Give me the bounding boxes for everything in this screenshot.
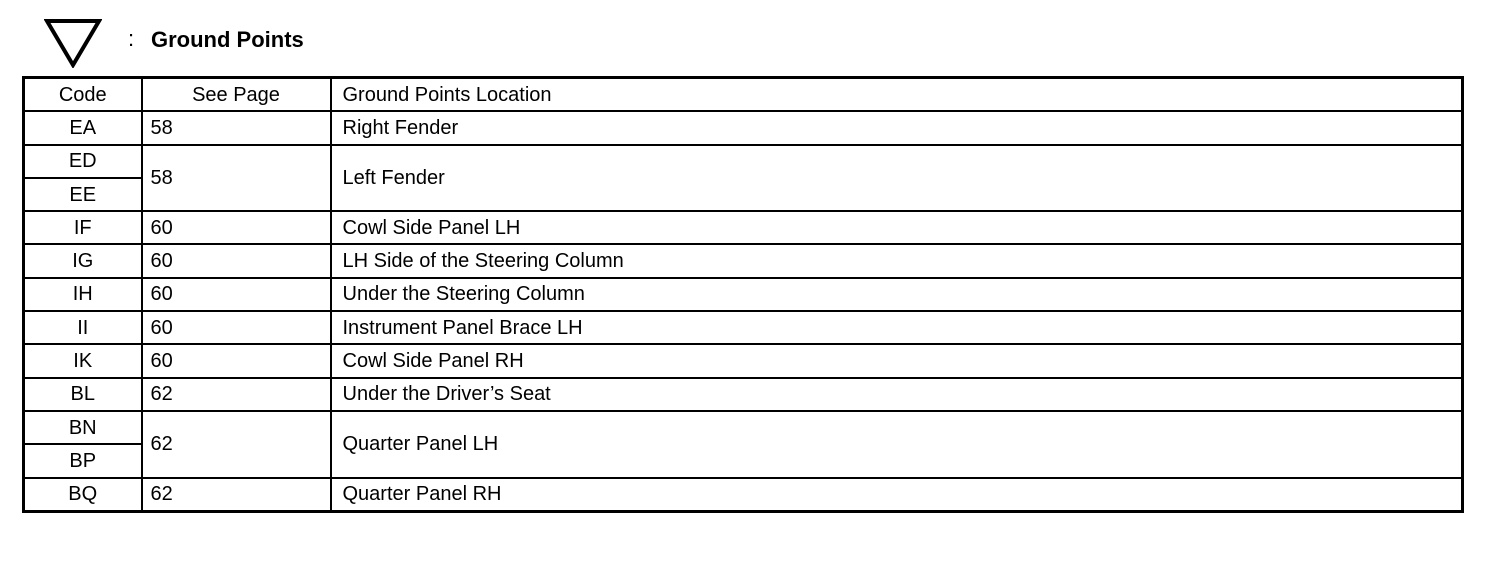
- table-header-row: [24, 78, 1463, 112]
- code-cell: BQ: [24, 478, 142, 512]
- code-cell: IK: [24, 344, 142, 377]
- legend-title: Ground Points: [151, 27, 304, 52]
- location-cell: Left Fender: [331, 145, 1463, 212]
- see-page-cell: 60: [142, 311, 331, 344]
- location-cell: Quarter Panel LH: [331, 411, 1463, 478]
- location-cell: Right Fender: [331, 111, 1463, 144]
- ground-points-table: [22, 76, 1464, 513]
- table-row: [24, 278, 1463, 311]
- header-location: Ground Points Location: [331, 78, 1463, 112]
- location-cell: Quarter Panel RH: [331, 478, 1463, 512]
- location-cell: Instrument Panel Brace LH: [331, 311, 1463, 344]
- table-row: [24, 311, 1463, 344]
- table-row: [24, 111, 1463, 144]
- see-page-cell: 60: [142, 244, 331, 277]
- code-cell: BP: [24, 444, 142, 477]
- see-page-cell: 60: [142, 344, 331, 377]
- code-cell: EE: [24, 178, 142, 211]
- code-cell: BN: [24, 411, 142, 444]
- location-cell: Under the Steering Column: [331, 278, 1463, 311]
- code-cell: ED: [24, 145, 142, 178]
- table-body: [24, 111, 1463, 511]
- table-row: [24, 344, 1463, 377]
- see-page-cell: 58: [142, 145, 331, 212]
- see-page-cell: 60: [142, 211, 331, 244]
- code-cell: IF: [24, 211, 142, 244]
- code-cell: BL: [24, 378, 142, 411]
- header-code: Code: [24, 78, 142, 112]
- legend-separator: :: [128, 26, 135, 51]
- table-row: [24, 378, 1463, 411]
- see-page-cell: 60: [142, 278, 331, 311]
- location-cell: Cowl Side Panel RH: [331, 344, 1463, 377]
- table-row: [24, 478, 1463, 512]
- table-row: [24, 411, 1463, 444]
- code-cell: IG: [24, 244, 142, 277]
- see-page-cell: 58: [142, 111, 331, 144]
- see-page-cell: 62: [142, 378, 331, 411]
- code-cell: IH: [24, 278, 142, 311]
- location-cell: LH Side of the Steering Column: [331, 244, 1463, 277]
- table-row: [24, 244, 1463, 277]
- see-page-cell: 62: [142, 411, 331, 478]
- location-cell: Under the Driver’s Seat: [331, 378, 1463, 411]
- header-see-page: See Page: [142, 78, 331, 112]
- see-page-cell: 62: [142, 478, 331, 512]
- code-cell: EA: [24, 111, 142, 144]
- ground-triangle-icon: [44, 16, 102, 68]
- location-cell: Cowl Side Panel LH: [331, 211, 1463, 244]
- table-row: [24, 145, 1463, 178]
- table-row: [24, 211, 1463, 244]
- code-cell: II: [24, 311, 142, 344]
